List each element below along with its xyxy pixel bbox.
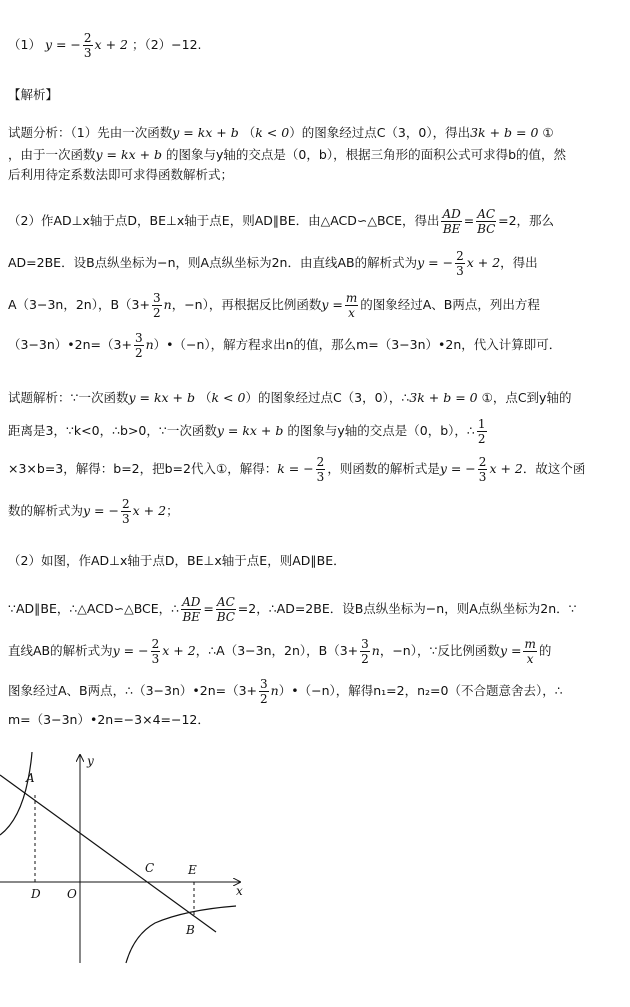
analysis-line-6: A（3−3n，2n），B（3+ $\frac{3}{2}$ n，−n），再根据反比例函数y = $\frac{m}{x}$ 的图象经过A、B两点，列出方程 (8, 291, 540, 320)
analysis-line-7: （3−3n）•2n=（3+ $\frac{3}{2}$ n）•（−n），解方程求出n的值，那么m=（3−3n）•2n，代入计算即可． (8, 331, 562, 360)
analysis-line-4: （2）作AD⊥x轴于点D，BE⊥x轴于点E，则AD∥BE．由△ACD∽△BCE，得出 $\frac{AD}{BE}$ = $\frac{AC}{BC}$ =2，那么 (8, 207, 555, 236)
label-b: B (186, 923, 195, 937)
section-title: 【解析】 (8, 87, 59, 102)
solution-line-1: 试题解析：∵一次函数y = kx + b （k < 0）的图象经过点C（3，0），∴3k + b = 0 ①，点C到y轴的 (8, 390, 572, 405)
solution-line-7: 直线AB的解析式为y = − $\frac{2}{3}$ x + 2，∴A（3−3n，2n），B（3+ $\frac{3}{2}$ n，−n），∵反比例函数y = $\frac{m}{x}$ 的 (8, 637, 552, 666)
label-e: E (188, 863, 197, 877)
hyperbola-upper-left (0, 752, 32, 835)
fraction-ad-be: $\frac{AD}{BE}$ (442, 207, 461, 236)
label-a: A (26, 771, 35, 785)
fraction-3-2: $\frac{3}{2}$ (152, 291, 161, 320)
fraction-1-2: $\frac{1}{2}$ (477, 417, 486, 446)
solution-line-8: 图象经过A、B两点，∴（3−3n）•2n=（3+ $\frac{3}{2}$ n）•（−n），解得n₁=2，n₂=0（不合题意舍去），∴ (8, 677, 563, 706)
fraction-m-x: $\frac{m}{x}$ (345, 291, 358, 320)
label-y: y (87, 754, 94, 768)
solution-line-6: ∵AD∥BE，∴△ACD∽△BCE，∴ $\frac{AD}{BE}$ = $\frac{AC}{BC}$ =2，∴AD=2BE．设B点纵坐标为−n，则A点纵坐标为2n．∵ (8, 595, 577, 624)
answer-line: （1） y = − $\frac{2}{3}$ x + 2 ；（2）−12. (8, 31, 202, 60)
analysis-line-2: ，由于一次函数y = kx + b 的图象与y轴的交点是（0，b），根据三角形的面积公式可求得b的值，然 (8, 147, 567, 162)
coordinate-figure (0, 750, 260, 1000)
solution-line-4: 数的解析式为y = − $\frac{2}{3}$ x + 2； (8, 497, 179, 526)
solution-line-9: m=（3−3n）•2n=−3×4=−12． (8, 712, 210, 727)
label-x: x (236, 884, 243, 898)
fraction-2-3: $\frac{2}{3}$ (83, 31, 92, 60)
label-d: D (31, 887, 41, 901)
analysis-line-1: 试题分析：（1）先由一次函数y = kx + b （k < 0）的图象经过点C（3，0），得出3k + b = 0 ① (8, 125, 554, 140)
analysis-line-3: 后利用待定系数法即可求得函数解析式； (8, 167, 234, 182)
fraction-ac-bc: $\frac{AC}{BC}$ (477, 207, 496, 236)
analysis-line-5: AD=2BE．设B点纵坐标为−n，则A点纵坐标为2n．由直线AB的解析式为y = − $\frac{2}{3}$ x + 2，得出 (8, 249, 538, 278)
line-ab (0, 775, 216, 932)
solution-line-3: ×3×b=3，解得：b=2，把b=2代入①，解得：k = − $\frac{2}{3}$ ，则函数的解析式是y = − $\frac{2}{3}$ x + 2．故这个函 (8, 455, 586, 484)
label-c: C (145, 861, 155, 875)
label-o: O (67, 887, 77, 901)
solution-line-2: 距离是3，∵k<0，∴b>0，∵一次函数y = kx + b 的图象与y轴的交点是（0，b），∴ $\frac{1}{2}$ (8, 417, 486, 446)
hyperbola-lower-right (126, 906, 236, 963)
solution-line-5: （2）如图，作AD⊥x轴于点D，BE⊥x轴于点E，则AD∥BE． (8, 553, 346, 568)
